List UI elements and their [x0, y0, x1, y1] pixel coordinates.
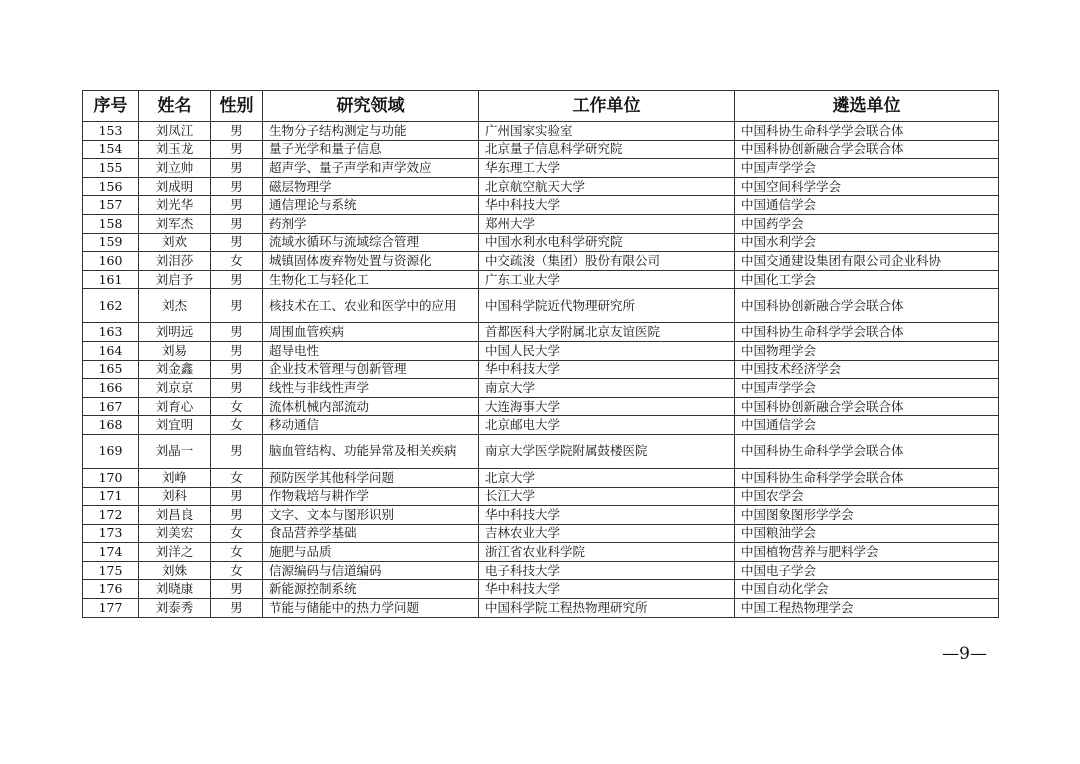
table-row	[83, 214, 999, 233]
table-row	[83, 270, 999, 289]
name-cell: 刘立帅	[139, 159, 211, 178]
serial-cell: 154	[83, 140, 139, 159]
serial-cell: 175	[83, 561, 139, 580]
serial-cell: 160	[83, 252, 139, 271]
research-field-cell: 线性与非线性声学	[263, 379, 479, 398]
gender-cell: 女	[211, 468, 263, 487]
work-unit-cell: 南京大学	[479, 379, 735, 398]
selecting-unit-cell: 中国自动化学会	[735, 580, 999, 599]
selecting-unit-cell: 中国交通建设集团有限公司企业科协	[735, 252, 999, 271]
serial-cell: 155	[83, 159, 139, 178]
selecting-unit-cell: 中国化工学会	[735, 270, 999, 289]
research-field-cell: 磁层物理学	[263, 177, 479, 196]
name-cell: 刘晓康	[139, 580, 211, 599]
table-row	[83, 397, 999, 416]
gender-cell: 男	[211, 341, 263, 360]
work-unit-cell: 浙江省农业科学院	[479, 543, 735, 562]
work-unit-cell: 中国科学院近代物理研究所	[479, 289, 735, 323]
selecting-unit-cell: 中国物理学会	[735, 341, 999, 360]
selecting-unit-cell: 中国科协生命科学学会联合体	[735, 323, 999, 342]
name-cell: 刘玉龙	[139, 140, 211, 159]
table-row	[83, 140, 999, 159]
name-cell: 刘成明	[139, 177, 211, 196]
research-field-cell: 城镇固体废弃物处置与资源化	[263, 252, 479, 271]
work-unit-cell: 吉林农业大学	[479, 524, 735, 543]
selecting-unit-cell: 中国科协生命科学学会联合体	[735, 122, 999, 141]
selecting-unit-cell: 中国工程热物理学会	[735, 599, 999, 618]
research-field-cell: 生物化工与轻化工	[263, 270, 479, 289]
gender-cell: 男	[211, 323, 263, 342]
gender-cell: 男	[211, 379, 263, 398]
table-row	[83, 252, 999, 271]
name-cell: 刘军杰	[139, 214, 211, 233]
serial-cell: 168	[83, 416, 139, 435]
work-unit-cell: 北京量子信息科学研究院	[479, 140, 735, 159]
gender-cell: 女	[211, 416, 263, 435]
table-row	[83, 468, 999, 487]
work-unit-cell: 华中科技大学	[479, 360, 735, 379]
gender-cell: 男	[211, 122, 263, 141]
gender-cell: 男	[211, 177, 263, 196]
work-unit-cell: 长江大学	[479, 487, 735, 506]
header-name: 姓名	[139, 91, 211, 122]
work-unit-cell: 中国科学院工程热物理研究所	[479, 599, 735, 618]
selecting-unit-cell: 中国图象图形学学会	[735, 506, 999, 525]
research-field-cell: 生物分子结构测定与功能	[263, 122, 479, 141]
selecting-unit-cell: 中国科协创新融合学会联合体	[735, 289, 999, 323]
serial-cell: 165	[83, 360, 139, 379]
selecting-unit-cell: 中国声学学会	[735, 379, 999, 398]
nominee-table	[82, 90, 999, 618]
gender-cell: 女	[211, 543, 263, 562]
research-field-cell: 信源编码与信道编码	[263, 561, 479, 580]
selecting-unit-cell: 中国药学会	[735, 214, 999, 233]
work-unit-cell: 电子科技大学	[479, 561, 735, 580]
work-unit-cell: 中国人民大学	[479, 341, 735, 360]
serial-cell: 157	[83, 196, 139, 215]
work-unit-cell: 北京邮电大学	[479, 416, 735, 435]
research-field-cell: 周围血管疾病	[263, 323, 479, 342]
selecting-unit-cell: 中国科协生命科学学会联合体	[735, 468, 999, 487]
work-unit-cell: 北京大学	[479, 468, 735, 487]
work-unit-cell: 华中科技大学	[479, 580, 735, 599]
serial-cell: 164	[83, 341, 139, 360]
research-field-cell: 预防医学其他科学问题	[263, 468, 479, 487]
research-field-cell: 作物栽培与耕作学	[263, 487, 479, 506]
work-unit-cell: 广州国家实验室	[479, 122, 735, 141]
work-unit-cell: 中交疏浚（集团）股份有限公司	[479, 252, 735, 271]
research-field-cell: 流域水循环与流域综合管理	[263, 233, 479, 252]
table-row	[83, 379, 999, 398]
gender-cell: 女	[211, 561, 263, 580]
name-cell: 刘宜明	[139, 416, 211, 435]
name-cell: 刘泰秀	[139, 599, 211, 618]
name-cell: 刘峥	[139, 468, 211, 487]
work-unit-cell: 华中科技大学	[479, 196, 735, 215]
selecting-unit-cell: 中国植物营养与肥料学会	[735, 543, 999, 562]
selecting-unit-cell: 中国粮油学会	[735, 524, 999, 543]
gender-cell: 男	[211, 270, 263, 289]
table-row	[83, 487, 999, 506]
research-field-cell: 企业技术管理与创新管理	[263, 360, 479, 379]
research-field-cell: 超导电性	[263, 341, 479, 360]
name-cell: 刘金鑫	[139, 360, 211, 379]
name-cell: 刘易	[139, 341, 211, 360]
gender-cell: 男	[211, 289, 263, 323]
serial-cell: 176	[83, 580, 139, 599]
work-unit-cell: 北京航空航天大学	[479, 177, 735, 196]
work-unit-cell: 大连海事大学	[479, 397, 735, 416]
research-field-cell: 脑血管结构、功能异常及相关疾病	[263, 434, 479, 468]
gender-cell: 男	[211, 360, 263, 379]
work-unit-cell: 郑州大学	[479, 214, 735, 233]
research-field-cell: 超声学、量子声学和声学效应	[263, 159, 479, 178]
serial-cell: 159	[83, 233, 139, 252]
gender-cell: 男	[211, 599, 263, 618]
serial-cell: 169	[83, 434, 139, 468]
serial-cell: 158	[83, 214, 139, 233]
serial-cell: 172	[83, 506, 139, 525]
selecting-unit-cell: 中国水利学会	[735, 233, 999, 252]
name-cell: 刘科	[139, 487, 211, 506]
selecting-unit-cell: 中国科协创新融合学会联合体	[735, 397, 999, 416]
table-row	[83, 341, 999, 360]
work-unit-cell: 中国水利水电科学研究院	[479, 233, 735, 252]
gender-cell: 男	[211, 233, 263, 252]
gender-cell: 男	[211, 140, 263, 159]
research-field-cell: 移动通信	[263, 416, 479, 435]
table-row	[83, 323, 999, 342]
table-header-row	[83, 91, 999, 122]
research-field-cell: 文字、文本与图形识别	[263, 506, 479, 525]
table-row	[83, 196, 999, 215]
gender-cell: 男	[211, 506, 263, 525]
name-cell: 刘凤江	[139, 122, 211, 141]
header-work-unit: 工作单位	[479, 91, 735, 122]
selecting-unit-cell: 中国通信学会	[735, 416, 999, 435]
table-row	[83, 543, 999, 562]
serial-cell: 167	[83, 397, 139, 416]
table-row	[83, 561, 999, 580]
table-row	[83, 360, 999, 379]
gender-cell: 男	[211, 580, 263, 599]
table-row	[83, 434, 999, 468]
name-cell: 刘晶一	[139, 434, 211, 468]
table-row	[83, 416, 999, 435]
serial-cell: 174	[83, 543, 139, 562]
gender-cell: 女	[211, 252, 263, 271]
selecting-unit-cell: 中国农学会	[735, 487, 999, 506]
name-cell: 刘昌良	[139, 506, 211, 525]
gender-cell: 男	[211, 214, 263, 233]
name-cell: 刘泪莎	[139, 252, 211, 271]
research-field-cell: 节能与储能中的热力学问题	[263, 599, 479, 618]
serial-cell: 156	[83, 177, 139, 196]
work-unit-cell: 南京大学医学院附属鼓楼医院	[479, 434, 735, 468]
gender-cell: 女	[211, 524, 263, 543]
selecting-unit-cell: 中国电子学会	[735, 561, 999, 580]
research-field-cell: 食品营养学基础	[263, 524, 479, 543]
table-row	[83, 506, 999, 525]
table-row	[83, 289, 999, 323]
table-row	[83, 122, 999, 141]
work-unit-cell: 首都医科大学附属北京友谊医院	[479, 323, 735, 342]
name-cell: 刘欢	[139, 233, 211, 252]
table-row	[83, 159, 999, 178]
work-unit-cell: 华东理工大学	[479, 159, 735, 178]
research-field-cell: 施肥与品质	[263, 543, 479, 562]
table-row	[83, 599, 999, 618]
name-cell: 刘光华	[139, 196, 211, 215]
name-cell: 刘杰	[139, 289, 211, 323]
selecting-unit-cell: 中国科协创新融合学会联合体	[735, 140, 999, 159]
name-cell: 刘育心	[139, 397, 211, 416]
serial-cell: 173	[83, 524, 139, 543]
name-cell: 刘姝	[139, 561, 211, 580]
gender-cell: 男	[211, 159, 263, 178]
serial-cell: 171	[83, 487, 139, 506]
work-unit-cell: 广东工业大学	[479, 270, 735, 289]
serial-cell: 170	[83, 468, 139, 487]
selecting-unit-cell: 中国通信学会	[735, 196, 999, 215]
research-field-cell: 新能源控制系统	[263, 580, 479, 599]
table-row	[83, 580, 999, 599]
research-field-cell: 通信理论与系统	[263, 196, 479, 215]
research-field-cell: 药剂学	[263, 214, 479, 233]
header-research-field: 研究领域	[263, 91, 479, 122]
serial-cell: 166	[83, 379, 139, 398]
serial-cell: 163	[83, 323, 139, 342]
selecting-unit-cell: 中国声学学会	[735, 159, 999, 178]
selecting-unit-cell: 中国技术经济学会	[735, 360, 999, 379]
header-serial: 序号	[83, 91, 139, 122]
table-row	[83, 177, 999, 196]
gender-cell: 女	[211, 397, 263, 416]
name-cell: 刘京京	[139, 379, 211, 398]
name-cell: 刘洋之	[139, 543, 211, 562]
name-cell: 刘启予	[139, 270, 211, 289]
serial-cell: 161	[83, 270, 139, 289]
serial-cell: 162	[83, 289, 139, 323]
header-gender: 性别	[211, 91, 263, 122]
page-number: —9—	[942, 644, 987, 664]
table-row	[83, 233, 999, 252]
selecting-unit-cell: 中国空间科学学会	[735, 177, 999, 196]
research-field-cell: 核技术在工、农业和医学中的应用	[263, 289, 479, 323]
name-cell: 刘明远	[139, 323, 211, 342]
research-field-cell: 流体机械内部流动	[263, 397, 479, 416]
table-row	[83, 524, 999, 543]
gender-cell: 男	[211, 487, 263, 506]
header-selecting-unit: 遴选单位	[735, 91, 999, 122]
gender-cell: 男	[211, 434, 263, 468]
serial-cell: 153	[83, 122, 139, 141]
serial-cell: 177	[83, 599, 139, 618]
gender-cell: 男	[211, 196, 263, 215]
work-unit-cell: 华中科技大学	[479, 506, 735, 525]
research-field-cell: 量子光学和量子信息	[263, 140, 479, 159]
name-cell: 刘美宏	[139, 524, 211, 543]
selecting-unit-cell: 中国科协生命科学学会联合体	[735, 434, 999, 468]
